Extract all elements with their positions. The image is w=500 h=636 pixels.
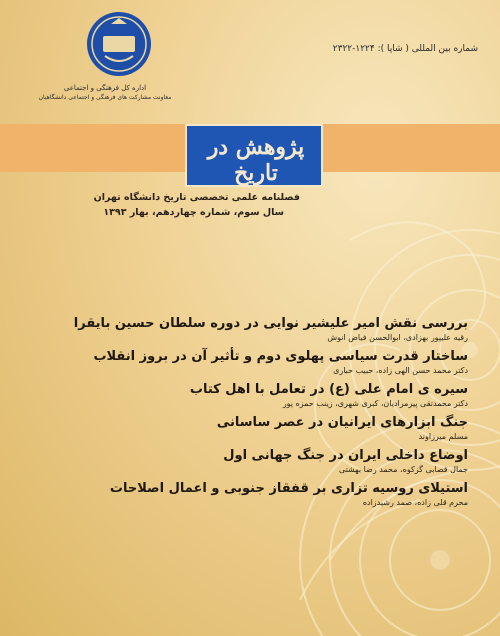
article-authors: رقیه علیپور بهزادی، ابوالحسن فیاض انوش [327, 333, 468, 342]
table-of-contents [28, 316, 468, 514]
article-authors: محرم قلی زاده، صمد رشیدزاده [362, 498, 468, 507]
article-item [28, 481, 468, 508]
article-authors: دکتر محمدتقی پیرمرادیان، کبری شهری، زینب حمزه پور [282, 399, 468, 408]
issue-info: سال سوم، شماره چهاردهم، بهار ۱۳۹۳ [103, 207, 284, 218]
university-logo [85, 8, 153, 80]
article-item [28, 316, 468, 343]
logo-caption-line1: اداره کل فرهنگی و اجتماعی [63, 84, 147, 92]
article-title: ساختار قدرت سیاسی پهلوی دوم و تأثیر آن در بروز انقلاب [93, 349, 468, 364]
journal-title: پژوهش در تاریخ [207, 134, 305, 186]
article-authors: مسلم میرزاوند [418, 432, 468, 441]
article-title: اوضاع داخلی ایران در جنگ جهانی اول [223, 448, 468, 463]
logo-caption-line2: معاونت مشارکت های فرهنگی و اجتماعی دانشگاهیان [38, 94, 172, 101]
article-title: بررسی نقش امیر علیشیر نوایی در دوره سلطان حسین بایقرا [73, 316, 468, 331]
article-title: استیلای روسیه تزاری بر قفقاز جنوبی و اعمال اصلاحات [109, 481, 468, 496]
journal-title-box [185, 124, 323, 187]
article-authors: دکتر محمد حسن الهی زاده، حبیب حباری [333, 366, 468, 375]
article-item [28, 415, 468, 442]
article-title: سیره ی امام علی (ع) در تعامل با اهل کتاب [189, 382, 468, 397]
article-item [28, 382, 468, 409]
issn-number: شماره بین المللی ( شاپا ): ۱۲۲۴-۲۳۲۲ [332, 44, 478, 54]
article-item [28, 448, 468, 475]
article-title: جنگ ابزارهای ایرانیان در عصر ساسانی [216, 415, 468, 430]
article-item [28, 349, 468, 376]
journal-subtitle: فصلنامه علمی تخصصی تاریخ دانشگاه تهران [93, 192, 300, 203]
article-authors: جمال قصابی گزکوه، محمد رضا بهشتی [338, 465, 468, 474]
